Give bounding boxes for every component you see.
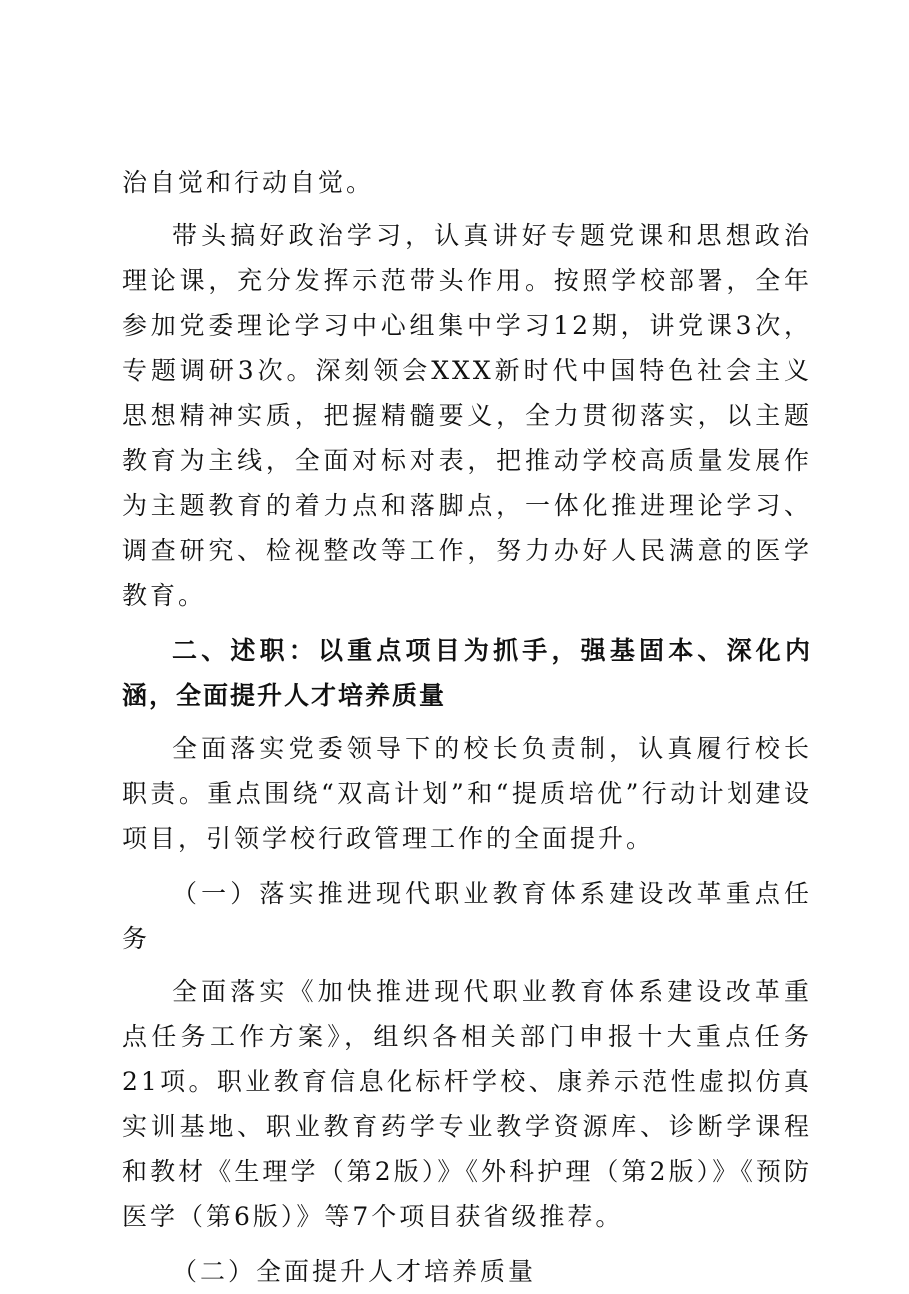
paragraph-president-duties: 全面落实党委领导下的校长负责制，认真履行校长职责。重点围绕“双高计划”和“提质培优”行动计划建设项目，引领学校行政管理工作的全面提升。 (122, 734, 812, 853)
paragraph-reform-tasks: 全面落实《加快推进现代职业教育体系建设改革重点任务工作方案》，组织各相关部门申报十大重点任务21项。职业教育信息化标杆学校、康养示范性虚拟仿真实训基地、职业教育药学专业教学资源库、诊断学课程和教材《生理学（第2版）》《外科护理（第2版）》《预防医学（第6版）》等7个项目获省级推荐。 (122, 977, 812, 1231)
subheading-one: （一）落实推进现代职业教育体系建设改革重点任务 (122, 879, 812, 953)
paragraph-political-study: 带头搞好政治学习，认真讲好专题党课和思想政治理论课，充分发挥示范带头作用。按照学校部署，全年参加党委理论学习中心组集中学习12期，讲党课3次，专题调研3次。深刻领会XXX新时代中国特色社会主义思想精神实质，把握精髓要义，全力贯彻落实，以主题教育为主线，全面对标对表，把推动学校高质量发展作为主题教育的着力点和落脚点，一体化推进理论学习、调查研究、检视整改等工作，努力办好人民满意的医学教育。 (122, 221, 812, 610)
subheading-two: （二）全面提升人才培养质量 (172, 1257, 537, 1286)
section-heading-two: 二、述职：以重点项目为抓手，强基固本、深化内涵，全面提升人才培养质量 (122, 636, 812, 710)
document-body (122, 160, 812, 1294)
paragraph-continuation: 治自觉和行动自觉。 (122, 168, 375, 197)
